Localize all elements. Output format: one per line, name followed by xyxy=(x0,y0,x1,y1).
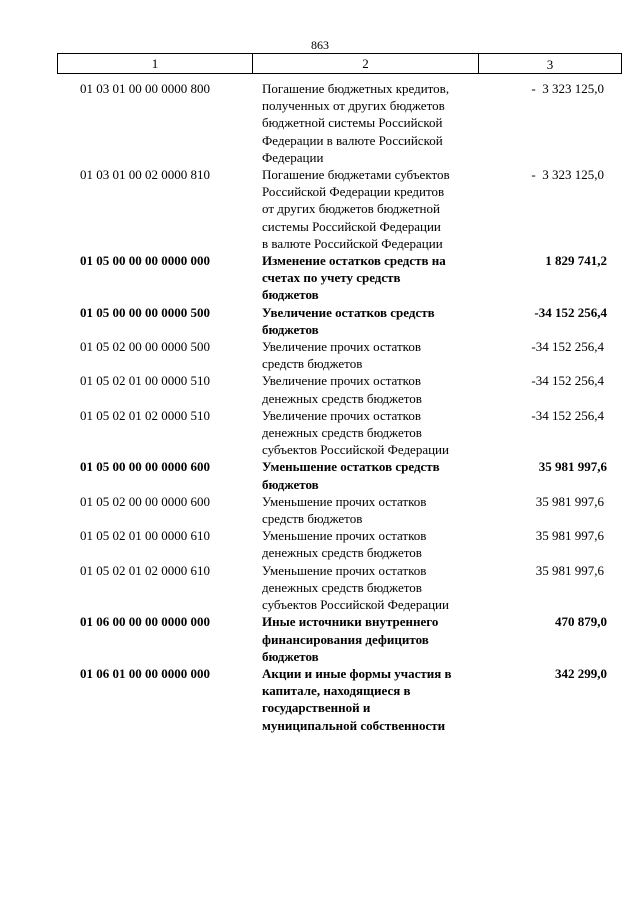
row-code: 01 05 02 01 00 0000 610 xyxy=(80,528,210,544)
row-code: 01 05 02 01 02 0000 610 xyxy=(80,562,210,578)
row-code: 01 06 01 00 00 0000 000 xyxy=(80,665,210,681)
row-value: -34 152 256,4 xyxy=(531,339,604,355)
row-code: 01 05 02 01 00 0000 510 xyxy=(80,373,210,389)
table-row xyxy=(0,372,640,406)
table-row xyxy=(0,562,640,614)
row-code: 01 03 01 00 02 0000 810 xyxy=(80,167,210,183)
row-value: 342 299,0 xyxy=(555,665,607,681)
row-code: 01 05 02 00 00 0000 600 xyxy=(80,493,210,509)
header-col-1: 1 xyxy=(58,54,253,73)
table-row xyxy=(0,166,640,252)
table-row xyxy=(0,338,640,372)
table-row xyxy=(0,407,640,459)
row-code: 01 06 00 00 00 0000 000 xyxy=(80,614,210,630)
row-name: Уменьшение прочих остатков денежных средств бюджетов xyxy=(262,528,427,561)
row-code: 01 05 00 00 00 0000 000 xyxy=(80,253,210,269)
row-code: 01 03 01 00 00 0000 800 xyxy=(80,81,210,96)
table-row xyxy=(0,458,640,492)
row-name: Увеличение прочих остатков денежных средств бюджетов субъектов Российской Федерации xyxy=(262,407,449,458)
row-value: 470 879,0 xyxy=(555,614,607,630)
table-body xyxy=(0,80,640,734)
row-name: Уменьшение прочих остатков денежных средств бюджетов субъектов Российской Федерации xyxy=(262,562,449,613)
row-name: Увеличение прочих остатков средств бюджетов xyxy=(262,339,421,372)
row-value: - 3 323 125,0 xyxy=(531,167,604,183)
table-row xyxy=(0,80,640,166)
table-row xyxy=(0,493,640,527)
row-value: -34 152 256,4 xyxy=(534,304,607,320)
row-value: 35 981 997,6 xyxy=(535,562,604,578)
row-name: Уменьшение остатков средств бюджетов xyxy=(262,459,440,492)
row-value: 1 829 741,2 xyxy=(545,253,607,269)
row-code: 01 05 02 00 00 0000 500 xyxy=(80,339,210,355)
page-number: 863 xyxy=(311,38,329,52)
row-name: Изменение остатков средств на счетах по учету средств бюджетов xyxy=(262,253,446,303)
table-row xyxy=(0,527,640,561)
row-value: -34 152 256,4 xyxy=(531,373,604,389)
row-name: Увеличение прочих остатков денежных средств бюджетов xyxy=(262,373,422,406)
row-value: 35 981 997,6 xyxy=(538,459,607,475)
header-col-2: 2 xyxy=(253,54,479,73)
row-value: 35 981 997,6 xyxy=(535,493,604,509)
row-value: - 3 323 125,0 xyxy=(531,81,604,96)
row-value: -34 152 256,4 xyxy=(531,407,604,423)
row-name: Погашение бюджетами субъектов Российской Федерации кредитов от других бюджетов бюджетной системы Российской Федерации в валюте Российской Федерации xyxy=(262,167,450,251)
row-code: 01 05 00 00 00 0000 600 xyxy=(80,459,210,475)
row-name: Увеличение остатков средств бюджетов xyxy=(262,304,435,337)
table-row xyxy=(0,665,640,734)
row-code: 01 05 00 00 00 0000 500 xyxy=(80,304,210,320)
row-name: Уменьшение прочих остатков средств бюджетов xyxy=(262,493,427,527)
table-row xyxy=(0,304,640,338)
table-row xyxy=(0,252,640,304)
table-row xyxy=(0,613,640,665)
row-name: Погашение бюджетных кредитов, полученных от других бюджетов бюджетной системы Российской Федерации в валюте Российской Федерации xyxy=(262,81,450,165)
row-code: 01 05 02 01 02 0000 510 xyxy=(80,407,210,423)
table-header xyxy=(57,53,622,74)
row-value: 35 981 997,6 xyxy=(535,528,604,544)
row-name: Акции и иные формы участия в капитале, находящиеся в государственной и муниципальной собственности xyxy=(262,665,452,733)
header-col-3: 3 xyxy=(546,57,554,72)
row-name: Иные источники внутреннего финансирования дефицитов бюджетов xyxy=(262,614,439,664)
